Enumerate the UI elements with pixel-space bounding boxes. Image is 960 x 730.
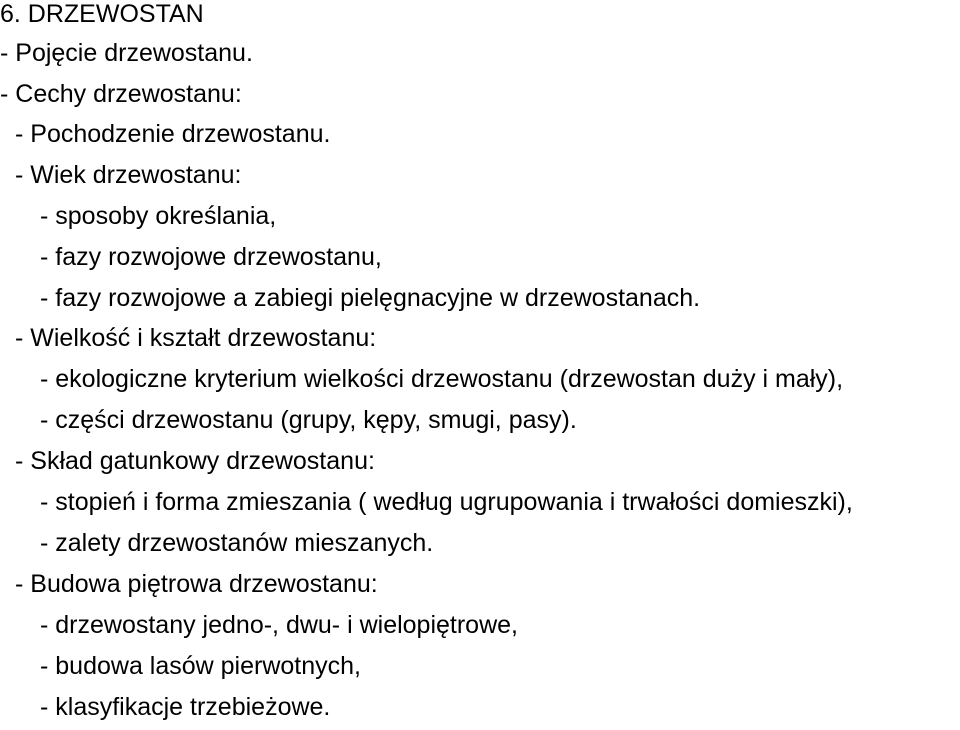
outline-item-level-2: - Skład gatunkowy drzewostanu: [15,447,375,475]
outline-item-level-3: - fazy rozwojowe a zabiegi pielęgnacyjne w drzewostanach. [40,284,701,312]
outline-item-level-3: - stopień i forma zmieszania ( według ugrupowania i trwałości domieszki), [40,488,853,516]
outline-item-level-2: - Pochodzenie drzewostanu. [15,120,331,148]
outline-item-level-3: - części drzewostanu (grupy, kępy, smugi, pasy). [40,406,577,434]
outline-item-level-1: - Cechy drzewostanu: [0,80,242,108]
outline-item-level-2: - Budowa piętrowa drzewostanu: [15,570,378,598]
outline-item-level-3: - zalety drzewostanów mieszanych. [40,529,434,557]
outline-item-level-2: - Wielkość i kształt drzewostanu: [15,324,377,352]
outline-item-level-3: - ekologiczne kryterium wielkości drzewostanu (drzewostan duży i mały), [40,365,844,393]
outline-item-level-3: - budowa lasów pierwotnych, [40,652,361,680]
outline-item-level-2: - Wiek drzewostanu: [15,161,242,189]
section-heading: 6. DRZEWOSTAN [0,0,204,28]
outline-item-level-3: - drzewostany jedno-, dwu- i wielopiętrowe, [40,611,518,639]
outline-item-level-3: - fazy rozwojowe drzewostanu, [40,243,382,271]
outline-item-level-3: - sposoby określania, [40,202,277,230]
outline-item-level-3: - klasyfikacje trzebieżowe. [40,693,331,721]
outline-item-level-1: - Pojęcie drzewostanu. [0,39,253,67]
